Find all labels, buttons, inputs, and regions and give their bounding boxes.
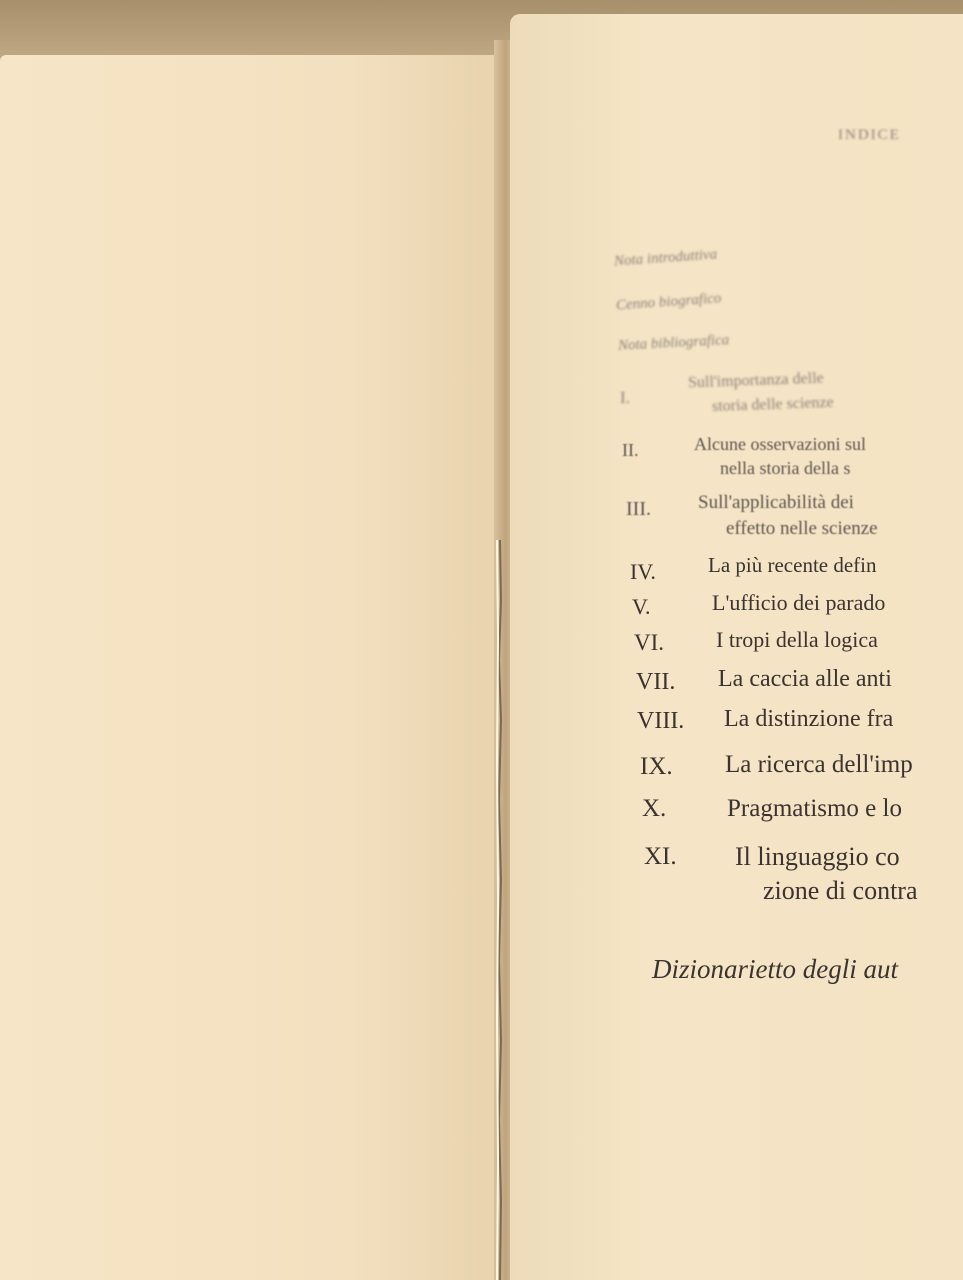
chapter-title: L'ufficio dei parado xyxy=(712,590,886,615)
chapter-title: La ricerca dell'imp xyxy=(725,751,913,778)
chapter-number: IX. xyxy=(640,753,673,780)
left-blank-page xyxy=(0,55,502,1280)
front-matter-item: Cenno biografico xyxy=(615,290,722,314)
page-edge-stitching xyxy=(496,540,504,1280)
chapter-title: Alcune osservazioni sul xyxy=(694,434,866,454)
chapter-title: La più recente defin xyxy=(708,553,877,577)
chapter-title: Sull'importanza delle xyxy=(687,369,824,392)
chapter-title-continued: effetto nelle scienze xyxy=(726,518,878,539)
chapter-number: III. xyxy=(626,498,651,520)
chapter-number: II. xyxy=(622,440,639,460)
chapter-title: I tropi della logica xyxy=(716,627,878,652)
chapter-title: La distinzione fra xyxy=(724,706,894,732)
chapter-number: X. xyxy=(642,795,667,822)
chapter-number: I. xyxy=(620,388,630,407)
chapter-title: La caccia alle anti xyxy=(718,666,892,692)
chapter-number: XI. xyxy=(644,843,677,870)
chapter-title: Il linguaggio co xyxy=(735,842,900,871)
chapter-title: Pragmatismo e lo xyxy=(727,795,902,822)
front-matter-item: Nota introduttiva xyxy=(613,246,718,270)
chapter-number: VIII. xyxy=(637,708,685,734)
index-heading: INDICE xyxy=(838,127,901,143)
chapter-number: V. xyxy=(632,594,651,619)
chapter-title: Sull'applicabilità dei xyxy=(698,492,854,513)
chapter-number: VI. xyxy=(634,630,665,655)
chapter-title-continued: storia delle scienze xyxy=(711,393,834,416)
chapter-title-continued: zione di contra xyxy=(763,876,918,905)
chapter-number: VII. xyxy=(636,669,676,695)
closing-entry: Dizionarietto degli aut xyxy=(652,954,898,984)
chapter-number: IV. xyxy=(630,559,656,584)
chapter-title-continued: nella storia della s xyxy=(720,458,851,478)
front-matter-item: Nota bibliografica xyxy=(617,332,730,354)
